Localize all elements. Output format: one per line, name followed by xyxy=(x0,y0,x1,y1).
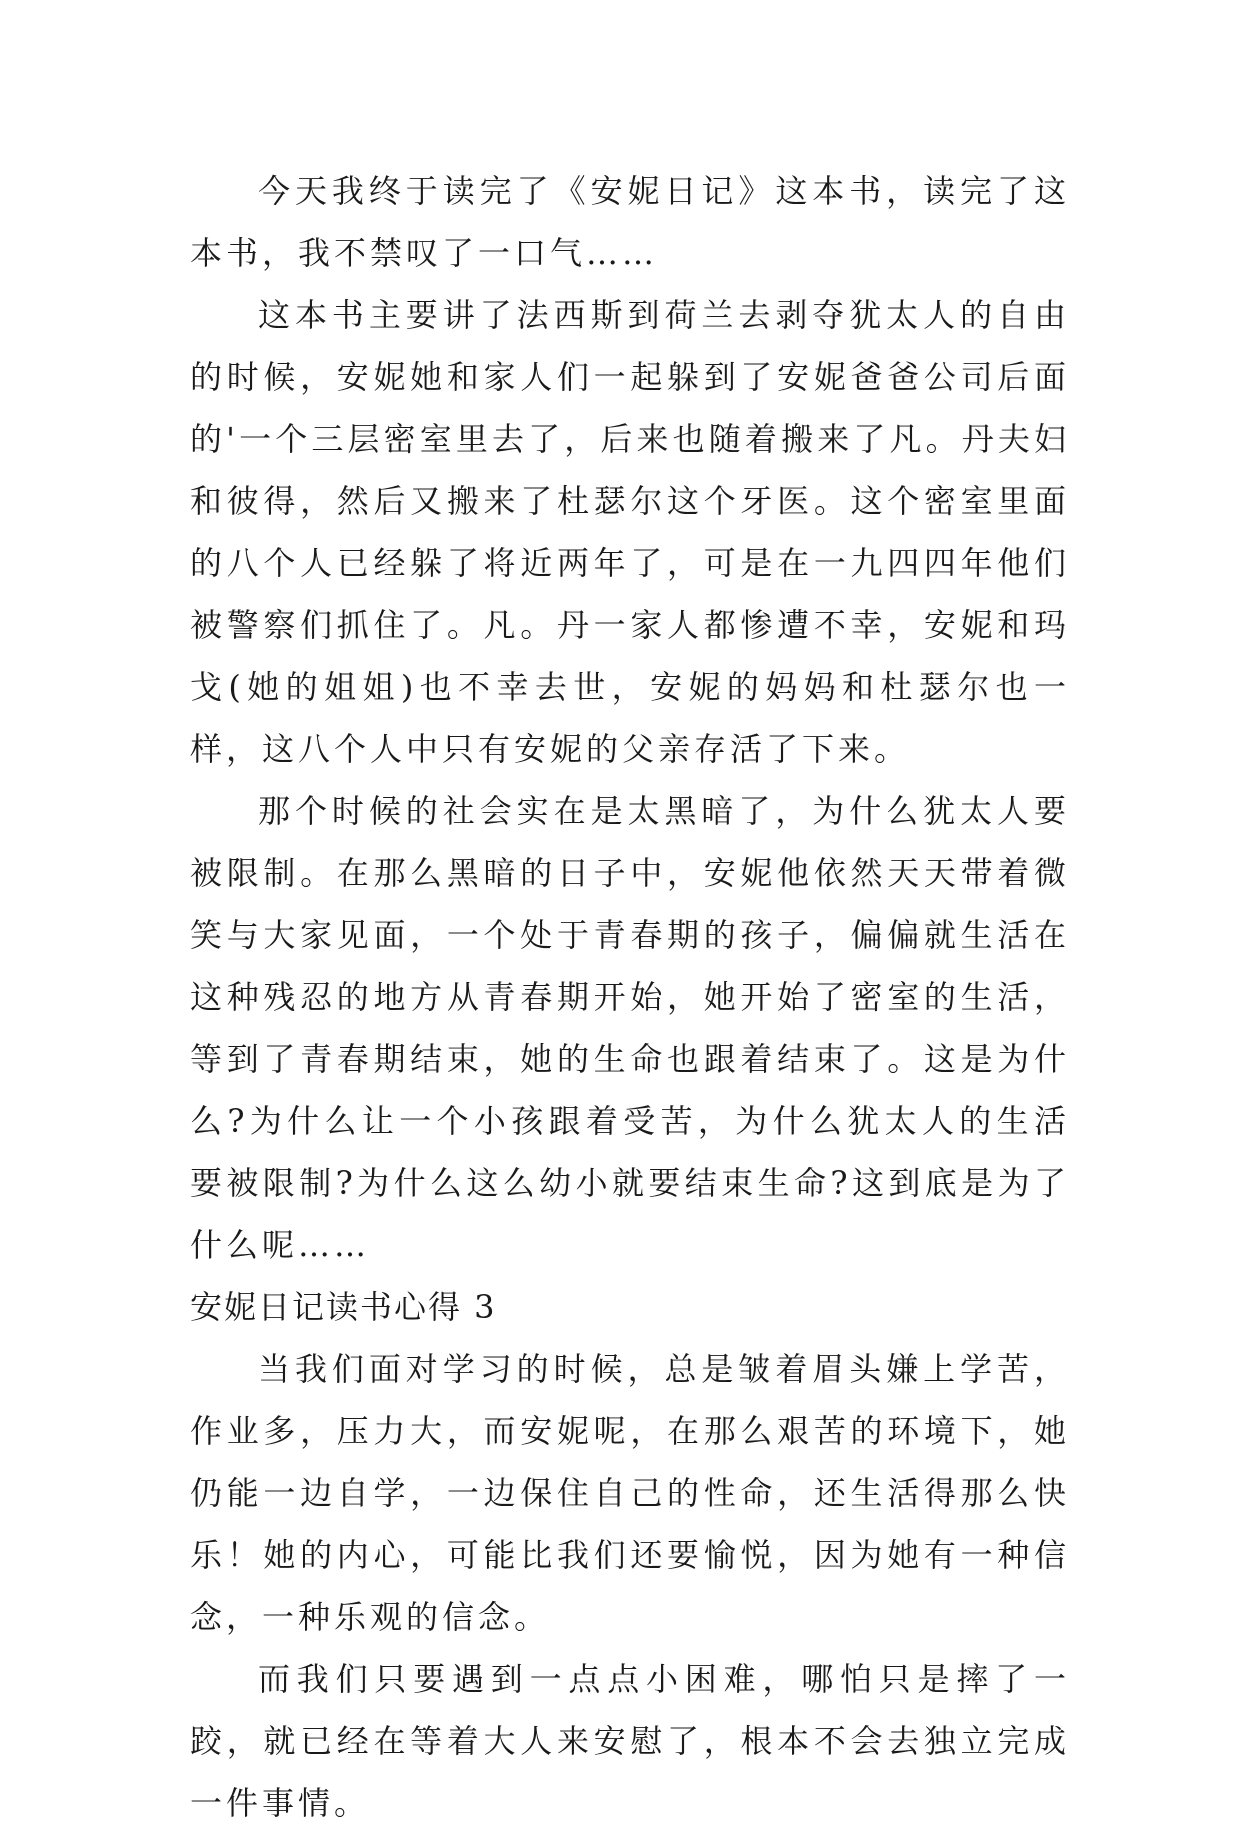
section-heading: 安妮日记读书心得 3 xyxy=(190,1288,497,1326)
paragraph-1: 今天我终于读完了《安妮日记》这本书，读完了这本书，我不禁叹了一口气…… xyxy=(190,172,1070,272)
paragraph-4: 当我们面对学习的时候，总是皱着眉头嫌上学苦，作业多，压力大，而安妮呢，在那么艰苦的环境下，她仍能一边自学，一边保住自己的性命，还生活得那么快乐！她的内心，可能比我们还要愉悦，因为她有一种信念，一种乐观的信念。 xyxy=(190,1350,1070,1636)
document-body xyxy=(190,160,1070,1834)
paragraph-2: 这本书主要讲了法西斯到荷兰去剥夺犹太人的自由的时候，安妮她和家人们一起躲到了安妮爸爸公司后面的'一个三层密室里去了，后来也随着搬来了凡。丹夫妇和彼得，然后又搬来了杜瑟尔这个牙医。这个密室里面的八个人已经躲了将近两年了，可是在一九四四年他们被警察们抓住了。凡。丹一家人都惨遭不幸，安妮和玛戈(她的姐姐)也不幸去世，安妮的妈妈和杜瑟尔也一样，这八个人中只有安妮的父亲存活了下来。 xyxy=(190,296,1070,768)
paragraph-5: 而我们只要遇到一点点小困难，哪怕只是摔了一跤，就已经在等着大人来安慰了，根本不会去独立完成一件事情。 xyxy=(190,1660,1070,1822)
paragraph-3: 那个时候的社会实在是太黑暗了，为什么犹太人要被限制。在那么黑暗的日子中，安妮他依然天天带着微笑与大家见面，一个处于青春期的孩子，偏偏就生活在这种残忍的地方从青春期开始，她开始了密室的生活，等到了青春期结束，她的生命也跟着结束了。这是为什么?为什么让一个小孩跟着受苦，为什么犹太人的生活要被限制?为什么这么幼小就要结束生命?这到底是为了什么呢…… xyxy=(190,792,1070,1264)
